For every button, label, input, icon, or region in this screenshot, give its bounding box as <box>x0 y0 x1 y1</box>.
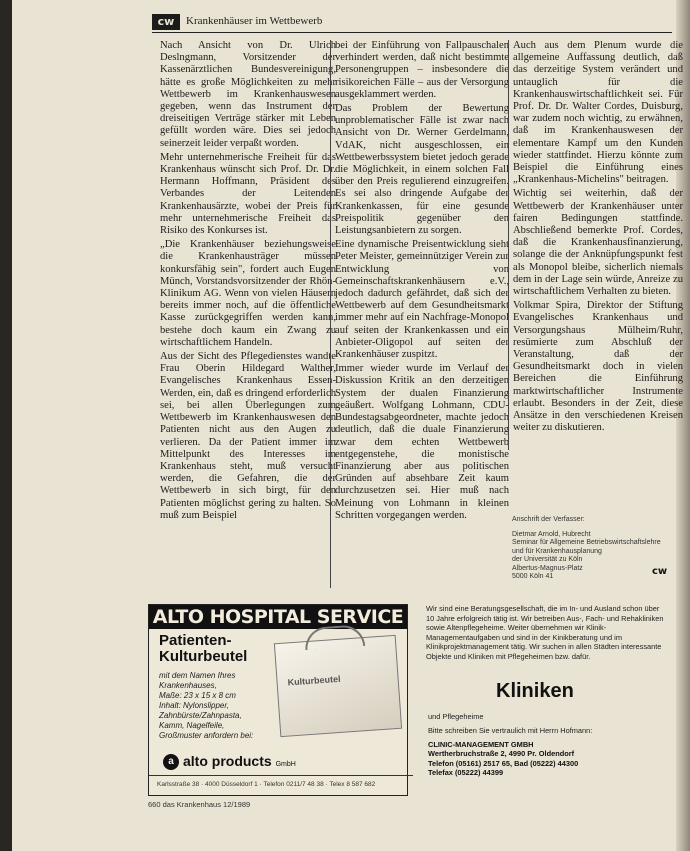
address-line: CLINIC-MANAGEMENT GMBH <box>428 740 534 749</box>
article-column-2 <box>330 40 509 588</box>
ad-feature: Kamm, Nagelfeile, <box>159 721 225 730</box>
paragraph: Auch aus dem Plenum wurde die allgemeine Auffassung deutlich, daß das derzeitige System verändert und untauglich für die Krankenhauswirtschaftlichkeit sei. Für Prof. Dr. Dr. Walter Cordes, Duisburg, war zudem noch wichtig, zu erwähnen, daß im Krankenhauswesen der elementare Kampf um den Kunden wieder stattfindet. Hierzu könnte zum Beispiel die Einführung eines „Krankenhaus-Michelins" beitragen. <box>513 40 683 186</box>
ad-feature: Großmuster anfordern bei: <box>159 731 254 740</box>
cw-logo-icon: cw <box>152 14 180 30</box>
paragraph: Immer wieder wurde im Verlauf der Diskussion Kritik an den derzeitigen System der dualen Finanzierung geäußert. Wolfgang Lohmann, CDU-Bundestagsabgeordneter, machte jedoch deutlich, daß die duale Finanzierung zwar dem echten Wettbewerb entgegenstehe, die monistische Finanzierung aber aus politischen Gründen auf absehbare Zeit kaum durchzusetzen sei. Hier muß nach Meinung von Lohmann in kleinen Schritten vorgegangen werden. <box>335 363 509 521</box>
ad-company-address <box>428 740 578 778</box>
brand-name: alto products <box>183 753 272 769</box>
page-header <box>152 14 672 33</box>
toiletry-bag-image <box>274 635 402 737</box>
paragraph: Das Problem der Bewertung unproblematischer Fälle ist zwar nach Ansicht von Dr. Werner Gerdelmann, VdAK, nicht ausgeschlossen, ein Wettbewerbssystem bietet jedoch gerade die Möglichkeit, in einem solchen Fall über den Preis regulierend einzugreifen. Es sei also dringende Aufgabe der Krankenkassen, für eine gesunde Preispolitik gegenüber den Leistungsanbietern zu sorgen. <box>335 103 509 237</box>
author-address-line: und für Krankenhausplanung <box>512 547 602 555</box>
paragraph: Wichtig sei weiterhin, daß der Wettbewerb der Krankenhäuser unter fairen Bedingungen stattfinde. Abschließend bemerkte Prof. Cordes, daß die Krankenhausfinanzierung, solange die der Anknüpfungspunkt fest als Monopol bleibe, sicherlich niemals dem in der Lage sein würde, Anreize zu wirtschaftlichem Verhalten zu bieten. <box>513 188 683 298</box>
ad-feature: Zahnbürste/Zahnpasta, <box>159 711 242 720</box>
ad-headline <box>159 633 247 665</box>
ad-banner: ALTO HOSPITAL SERVICE <box>149 605 407 629</box>
author-address-line: Albertus-Magnus-Platz <box>512 564 583 572</box>
ad-address: Karlsstraße 38 · 4000 Düsseldorf 1 · Telefon 0211/7 48 38 · Telex 8 587 682 <box>149 775 413 794</box>
address-line: Wertherbruchstraße 2, 4990 Pr. Oldendorf <box>428 749 575 759</box>
brand-suffix: GmbH <box>275 761 296 768</box>
address-line: Telefax (05222) 44399 <box>428 768 504 778</box>
paragraph: „Die Krankenhäuser beziehungsweise die Krankenhausträger müssen konkursfähig sein", fordert auch Eugen Münch, Vorstandsvorsitzender der Rhön-Klinikum AG. Wenn von vielen Häusern bereits immer noch, auf die öffentliche Kasse zurückgegriffen werden kann, bestehe doch kaum ein Zwang zu wirtschaftlichem Handeln. <box>160 239 336 348</box>
author-address-line: Seminar für Allgemeine Betriebswirtschaftslehre <box>512 539 661 546</box>
ad-feature: Krankenhauses, <box>159 681 217 690</box>
paragraph: bei der Einführung von Fallpauschalen verhindert werden, daß nicht bestimmte Personengruppen – insbesondere die risikoreichen Fälle – aus der Versorgung ausgeklammert werden. <box>335 40 509 100</box>
article-column-1 <box>160 40 336 598</box>
ad-feature: Inhalt: Nylonslipper, <box>159 701 229 710</box>
paragraph: Mehr unternehmerische Freiheit für das Krankenhaus wünscht sich Prof. Dr. Dr. Hermann Hoffmann, Präsident des Verbandes der Leitenden Krankenhausärzte, wobei der Preis für mehr unternehmerische Freiheit das Risiko des Konkurses ist. <box>160 151 336 237</box>
author-address-heading: Anschrift der Verfasser: <box>512 516 585 523</box>
end-mark-logo-icon: cw <box>652 566 668 577</box>
ad-headline-line: Patienten- <box>159 632 232 649</box>
bag-label: Kulturbeutel <box>287 673 341 688</box>
alto-logo-icon: a <box>163 754 179 770</box>
ad-intro-text: Wir sind eine Beratungsgesellschaft, die im In- und Ausland schon über 10 Jahre erfolgreich tätig ist. Wir betreiben Aus-, Fach- und Rehakliniken sowie Altenpflegeheime. Weiter übernehmen wir Klinik-Managementaufgaben und sind in der Kinikberatung und im Klinikprojektmanagement tätig. Wir suchen in allen Städten interessante Objekte und Kliniken mit Pflegeheimen bzw. dafür. <box>426 604 664 661</box>
advertisement-alto <box>148 604 408 796</box>
paragraph: Volkmar Spira, Direktor der Stiftung Evangelisches Krankenhaus und Versorgungshaus Mülheim/Ruhr, resümierte zum Abschluß der Veranstaltung, daß der Gesundheitsmarkt doch in vielen Bereichen die Einführung marktwirtschaftlicher Instrumente erlaubt. Besonders in der Zeit, diese Ansätze in den verschiedenen Kreisen weiter zu diskutieren. <box>513 300 683 434</box>
author-address <box>512 516 672 582</box>
ad-headline-line: Kulturbeutel <box>159 648 248 665</box>
author-address-line: der Universität zu Köln <box>512 556 583 563</box>
page-footer: 660 das Krankenhaus 12/1989 <box>148 800 251 809</box>
author-address-line: Dietmar Arnold, Hubrecht <box>512 530 591 538</box>
author-address-line: 5000 Köln 41 <box>512 573 554 580</box>
address-line: Telefon (05161) 2517 65, Bad (05222) 44300 <box>428 758 579 768</box>
section-title: Krankenhäuser im Wettbewerb <box>186 15 323 27</box>
advertisement-kliniken <box>426 604 666 794</box>
ad-feature: mit dem Namen Ihres <box>159 671 236 680</box>
ad-title: Kliniken <box>496 680 574 702</box>
ad-subtitle: und Pflegeheime <box>428 712 484 721</box>
paragraph: Aus der Sicht des Pflegedienstes wandte Frau Oberin Hildegard Walther, Evangelisches Krankenhaus Essen-Werden, ein, daß es dringend erforderlich sei, bei allen Überlegungen zum Wettbewerb im Krankenhauswesen den Patienten nicht aus den Augen zu verlieren. Da der Patient immer im Mittelpunkt des Interesses im Krankenhaus steht, muß versucht werden, die Gefahren, die der Wettbewerb in sich birgt, für den Patienten möglichst gering zu halten. So muß zum Beispiel <box>160 351 336 521</box>
ad-feature-list <box>159 671 279 741</box>
ad-contact: Bitte schreiben Sie vertraulich mit Herrn Hofmann: <box>428 726 593 735</box>
brand-logo <box>163 753 296 770</box>
ad-feature: Maße: 23 x 15 x 8 cm <box>159 691 236 700</box>
article-column-3 <box>508 40 683 450</box>
paragraph: Nach Ansicht von Dr. Ulrich Deslngmann, Vorsitzender der Kassenärztlichen Bundesvereinigung, hätte es große Möglichkeiten zu mehr Wettbewerb im Krankenhauswesen gegeben, wenn das Instrument der dreiseitigen Verträge stärker mit Leben gefüllt worden wäre. Dies sei jedoch seinerzeit leider verpaßt worden. <box>160 40 336 149</box>
paragraph: Eine dynamische Preisentwicklung sieht Peter Meister, gemeinnütziger Verein zur Entwicklung von Gemeinschaftskrankenhäusern e.V., jedoch dadurch gefährdet, daß sich der Wettbewerb auf dem Gesundheitsmarkt immer mehr auf ein Nachfrage-Monopol auf seiten der Krankenkassen und ein Anbieter-Oligopol auf seiten der Krankenhäuser zuspitzt. <box>335 239 509 361</box>
